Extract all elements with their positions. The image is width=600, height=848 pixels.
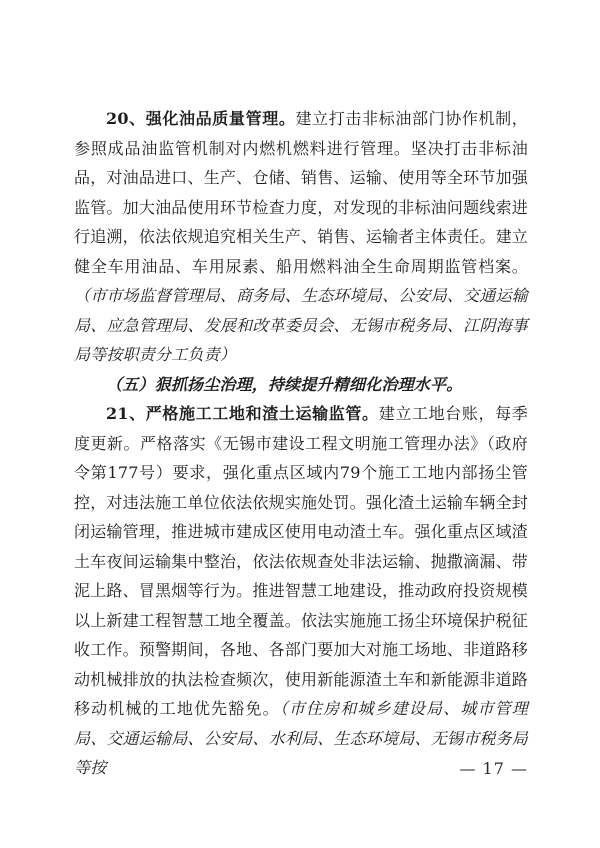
page-number: — 17 — bbox=[459, 759, 528, 778]
paragraph-item-21 bbox=[74, 399, 528, 783]
paragraph-item-20 bbox=[74, 104, 528, 370]
document-body bbox=[74, 104, 528, 783]
item-20-body-text: 建立打击非标油部门协作机制，参照成品油监管机制对内燃机燃料进行管理。坚决打击非标油品，对油品进口、生产、仓储、销售、运输、使用等全环节加强监管。加大油品使用环节检查力度，对发现的非标油问题线索进行追溯，依法依规追究相关生产、销售、运输者主体责任。建立健全车用油品、车用尿素、船用燃料油全生命周期监管档案。 bbox=[74, 109, 528, 276]
paragraph-section-5-heading bbox=[74, 370, 528, 400]
item-21-title: 21、严格施工工地和渣土运输监管。 bbox=[106, 404, 379, 423]
item-21-body-text: 建立工地台账，每季度更新。严格落实《无锡市建设工程文明施工管理办法》（政府令第177号）要求，强化重点区域内79个施工工地内部扬尘管控，对违法施工单位依法依规实施处罚。强化渣土运输车辆全封闭运输管理，推进城市建成区使用电动渣土车。强化重点区域渣土车夜间运输集中整治，依法依规查处非法运输、抛撒滴漏、带泥上路、冒黑烟等行为。推进智慧工地建设，推动政府投资规模以上新建工程智慧工地全覆盖。依法实施施工扬尘环境保护税征收工作。预警期间，各地、各部门要加大对施工场地、非道路移动机械排放的执法检查频次，使用新能源渣土车和新能源非道路移动机械的工地优先豁免。 bbox=[74, 404, 528, 718]
item-21-responsible-departments: （市住房和城乡建设局、城市管理局、交通运输局、公安局、水利局、生态环境局、无锡市税务局等按 bbox=[74, 699, 528, 777]
item-20-title: 20、强化油品质量管理。 bbox=[106, 109, 296, 128]
section-5-heading-text: （五）狠抓扬尘治理，持续提升精细化治理水平。 bbox=[106, 374, 463, 394]
item-20-responsible-departments: （市市场监督管理局、商务局、生态环境局、公安局、交通运输局、应急管理局、发展和改革委员会、无锡市税务局、江阴海事局等按职责分工负责） bbox=[74, 286, 528, 364]
